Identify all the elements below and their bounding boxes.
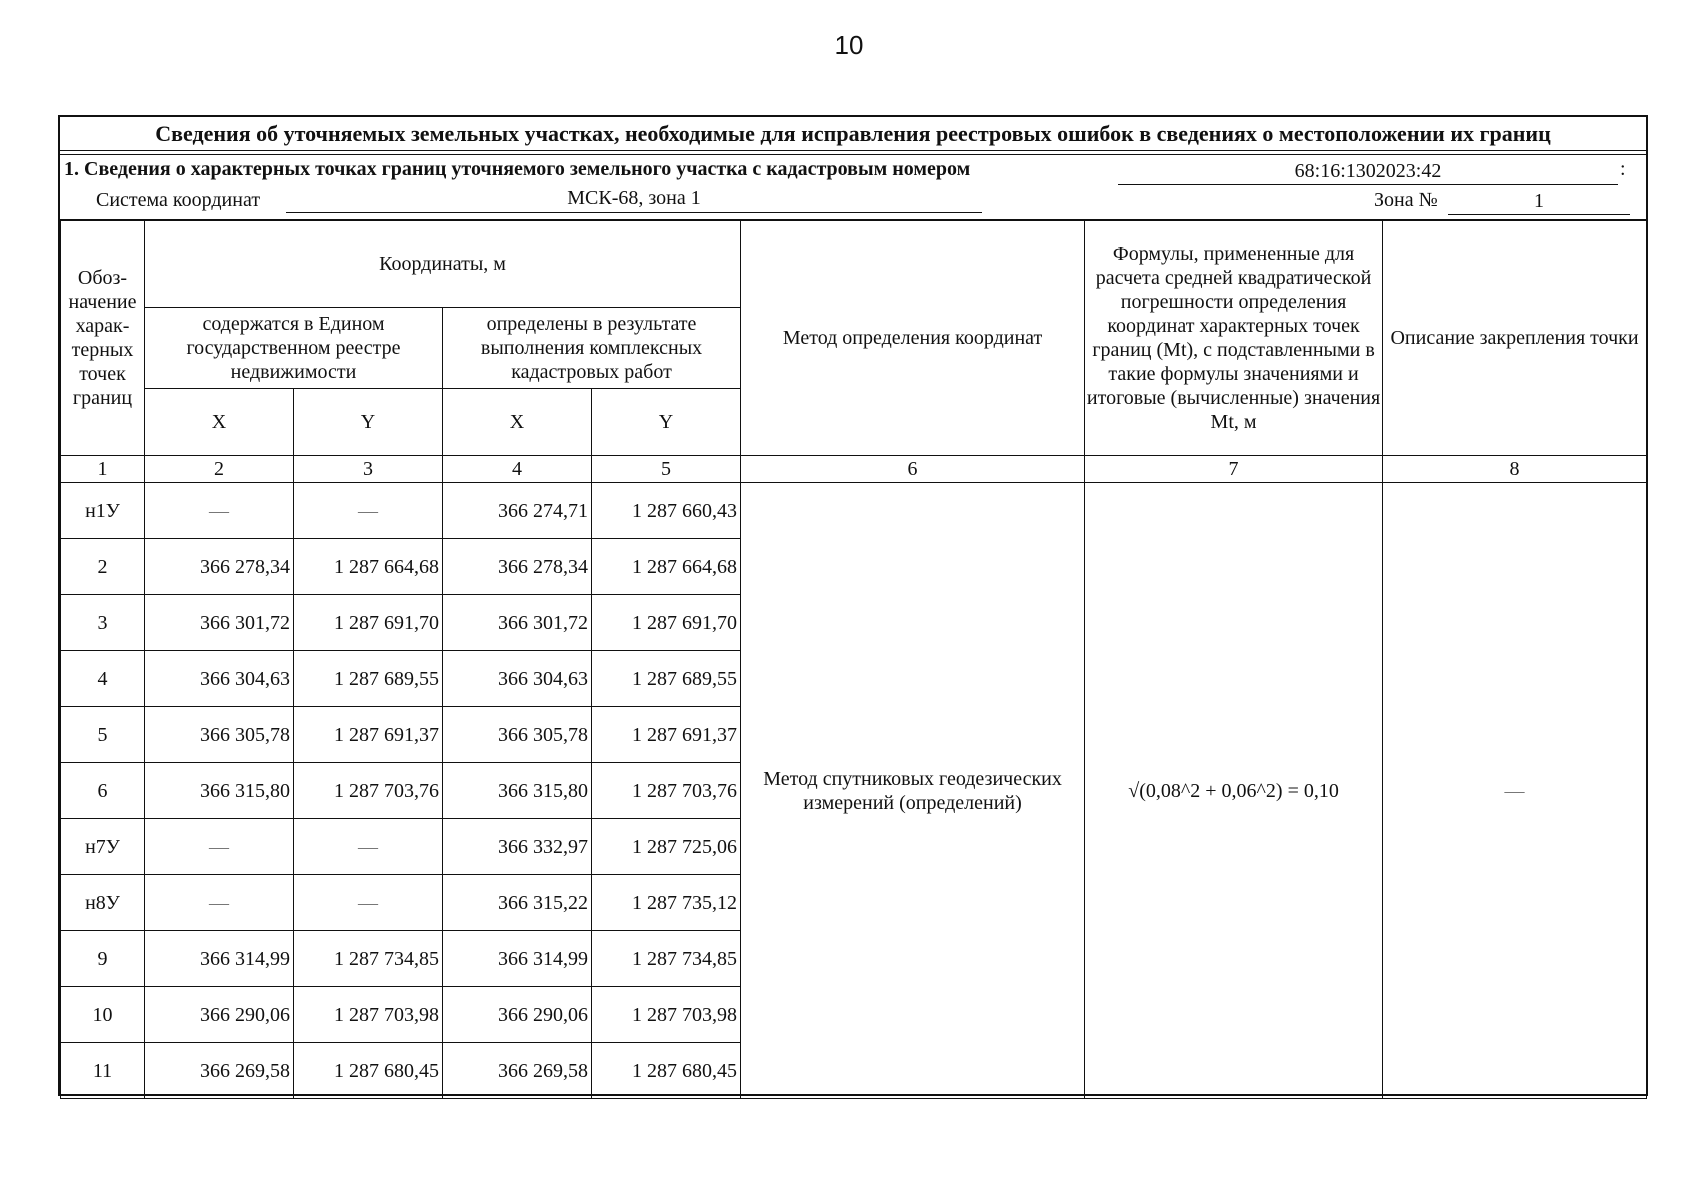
cell-point: 3 — [61, 595, 145, 651]
table-body — [61, 483, 1647, 1099]
header-coordinates: Координаты, м — [145, 220, 741, 308]
column-number: 6 — [741, 456, 1085, 483]
column-number: 4 — [443, 456, 592, 483]
cell-x2: 366 301,72 — [443, 595, 592, 651]
boundary-points-table — [60, 219, 1647, 1099]
cell-y2: 1 287 734,85 — [592, 931, 741, 987]
cell-x1: 366 269,58 — [145, 1043, 294, 1099]
cell-y1: 1 287 734,85 — [294, 931, 443, 987]
cell-y2: 1 287 691,70 — [592, 595, 741, 651]
cell-x1: 366 290,06 — [145, 987, 294, 1043]
cell-x1: 366 314,99 — [145, 931, 294, 987]
cell-point: 10 — [61, 987, 145, 1043]
cell-x1: 366 278,34 — [145, 539, 294, 595]
form-frame — [58, 115, 1648, 1096]
page-number: 10 — [834, 30, 864, 60]
column-number: 2 — [145, 456, 294, 483]
cell-x1: 366 315,80 — [145, 763, 294, 819]
cell-formula: √(0,08^2 + 0,06^2) = 0,10 — [1085, 483, 1383, 1099]
cell-y1: 1 287 689,55 — [294, 651, 443, 707]
cell-point: н8У — [61, 875, 145, 931]
cell-y2: 1 287 680,45 — [592, 1043, 741, 1099]
header-method: Метод определения координат — [741, 220, 1085, 456]
cell-x2: 366 278,34 — [443, 539, 592, 595]
cell-y1: 1 287 703,76 — [294, 763, 443, 819]
cell-y2: 1 287 691,37 — [592, 707, 741, 763]
cell-y2: 1 287 689,55 — [592, 651, 741, 707]
cell-x1: 366 304,63 — [145, 651, 294, 707]
cell-x2: 366 269,58 — [443, 1043, 592, 1099]
cell-x2: 366 304,63 — [443, 651, 592, 707]
zone-label: Зона № — [1374, 189, 1438, 211]
cell-x1: — — [145, 483, 294, 539]
cell-description: — — [1383, 483, 1647, 1099]
cell-y1: 1 287 680,45 — [294, 1043, 443, 1099]
cell-y1: — — [294, 819, 443, 875]
cell-x2: 366 290,06 — [443, 987, 592, 1043]
cell-point: 2 — [61, 539, 145, 595]
column-number: 8 — [1383, 456, 1647, 483]
cell-y2: 1 287 660,43 — [592, 483, 741, 539]
cell-point: н1У — [61, 483, 145, 539]
cadastral-number-field: 68:16:1302023:42 — [1118, 158, 1618, 185]
cell-x2: 366 315,22 — [443, 875, 592, 931]
cell-y2: 1 287 703,76 — [592, 763, 741, 819]
cell-y1: 1 287 664,68 — [294, 539, 443, 595]
cell-y1: — — [294, 483, 443, 539]
header-y-egrn: Y — [294, 389, 443, 456]
cell-x2: 366 274,71 — [443, 483, 592, 539]
header-x-egrn: X — [145, 389, 294, 456]
cell-point: 11 — [61, 1043, 145, 1099]
cell-x2: 366 305,78 — [443, 707, 592, 763]
column-number: 1 — [61, 456, 145, 483]
coord-system-label: Система координат — [96, 189, 261, 211]
cell-point: 6 — [61, 763, 145, 819]
cell-x2: 366 314,99 — [443, 931, 592, 987]
cell-method: Метод спутниковых геодезических измерений (определений) — [741, 483, 1085, 1099]
cell-y1: — — [294, 875, 443, 931]
cell-x2: 366 315,80 — [443, 763, 592, 819]
cell-point: 9 — [61, 931, 145, 987]
header-kkr: определены в результате выполнения комплексных кадастровых работ — [443, 308, 741, 389]
cell-x1: — — [145, 819, 294, 875]
cell-x2: 366 332,97 — [443, 819, 592, 875]
section-title: 1. Сведения о характерных точках границ уточняемого земельного участка с кадастровым номером — [64, 158, 971, 180]
cell-y2: 1 287 725,06 — [592, 819, 741, 875]
header-point: Обоз- начение харак- терных точек границ — [61, 220, 145, 456]
column-number: 5 — [592, 456, 741, 483]
cell-y1: 1 287 703,98 — [294, 987, 443, 1043]
cell-x1: — — [145, 875, 294, 931]
header-egrn: содержатся в Едином государственном реестре недвижимости — [145, 308, 443, 389]
column-number: 7 — [1085, 456, 1383, 483]
cell-x1: 366 301,72 — [145, 595, 294, 651]
title-divider — [60, 154, 1646, 155]
cell-x1: 366 305,78 — [145, 707, 294, 763]
coord-system-field: МСК-68, зона 1 — [286, 186, 982, 213]
header-x-kkr: X — [443, 389, 592, 456]
cell-point: 5 — [61, 707, 145, 763]
cell-y2: 1 287 735,12 — [592, 875, 741, 931]
header-description: Описание закрепления точки — [1383, 220, 1647, 456]
header-formulas: Формулы, примененные для расчета средней квадратической погрешности определения координат характерных точек границ (Mt), с подставленными в такие формулы значениями и итоговые (вычисленные) значения Mt, м — [1085, 220, 1383, 456]
table-row — [61, 483, 1647, 539]
cell-point: н7У — [61, 819, 145, 875]
column-number: 3 — [294, 456, 443, 483]
cell-y2: 1 287 703,98 — [592, 987, 741, 1043]
header-y-kkr: Y — [592, 389, 741, 456]
cadastral-colon: : — [1620, 158, 1626, 180]
zone-field: 1 — [1448, 188, 1630, 215]
cell-point: 4 — [61, 651, 145, 707]
cell-y1: 1 287 691,37 — [294, 707, 443, 763]
cell-y1: 1 287 691,70 — [294, 595, 443, 651]
document-title: Сведения об уточняемых земельных участках, необходимые для исправления реестровых ошибок в сведениях о местоположении их границ — [60, 117, 1646, 151]
cell-y2: 1 287 664,68 — [592, 539, 741, 595]
